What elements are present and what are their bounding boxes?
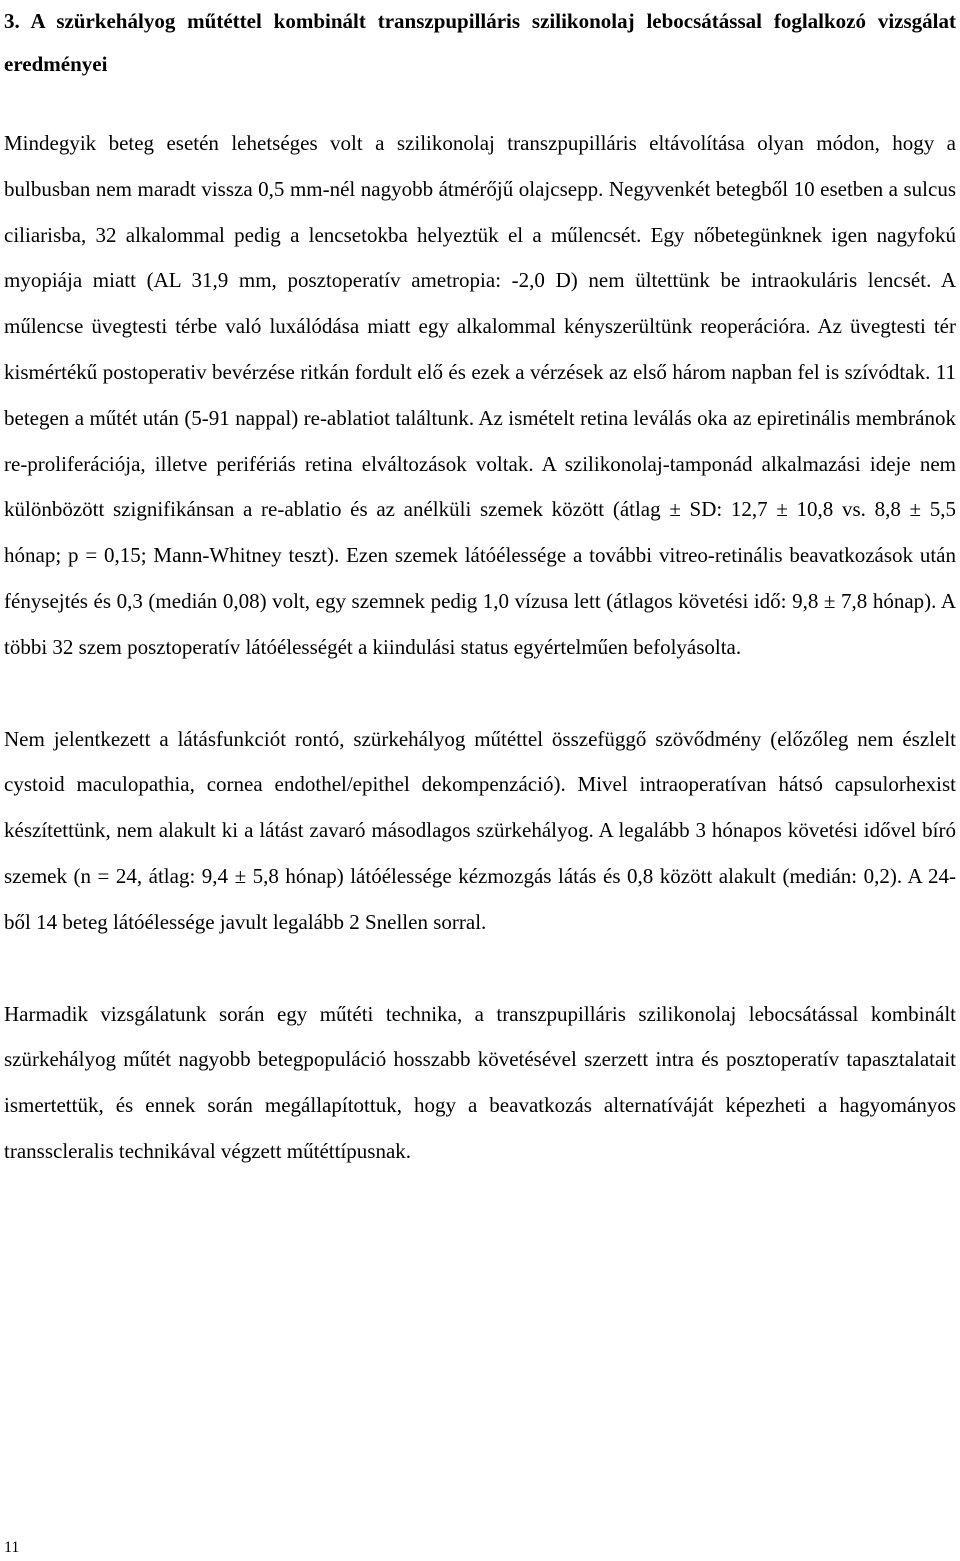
document-page xyxy=(4,0,956,1175)
paragraph-results: Mindegyik beteg esetén lehetséges volt a szilikonolaj transzpupilláris eltávolítása olyan módon, hogy a bulbusban nem maradt vissza 0,5 mm-nél nagyobb átmérőjű olajcsepp. Negyvenkét betegből 10 esetben a sulcus ciliarisba, 32 alkalommal pedig a lencsetokba helyeztük el a műlencsét. Egy nőbetegünknek igen nagyfokú myopiája miatt (AL 31,9 mm, posztoperatív ametropia: -2,0 D) nem ültettünk be intraokuláris lencsét. A műlencse üvegtesti térbe való luxálódása miatt egy alkalommal kényszerültünk reoperációra. Az üvegtesti tér kismértékű postoperativ bevérzése ritkán fordult elő és ezek a vérzések az első három napban fel is szívódtak. 11 betegen a műtét után (5-91 nappal) re-ablatiot találtunk. Az ismételt retina leválás oka az epiretinális membránok re-proliferációja, illetve perifériás retina elváltozások voltak. A szilikonolaj-tamponád alkalmazási ideje nem különbözött szignifikánsan a re-ablatio és az anélküli szemek között (átlag ± SD: 12,7 ± 10,8 vs. 8,8 ± 5,5 hónap; p = 0,15; Mann-Whitney teszt). Ezen szemek látóélessége a további vitreo-retinális beavatkozások után fénysejtés és 0,3 (medián 0,08) volt, egy szemnek pedig 1,0 vízusa lett (átlagos követési idő: 9,8 ± 7,8 hónap). A többi 32 szem posztoperatív látóélességét a kiindulási status egyértelműen befolyásolta. xyxy=(4,131,956,659)
paragraph-conclusion: Harmadik vizsgálatunk során egy műtéti technika, a transzpupilláris szilikonolaj lebocsátással kombinált szürkehályog műtét nagyobb betegpopuláció hosszabb követésével szerzett intra és posztoperatív tapasztalatait ismertettük, és ennek során megállapítottuk, hogy a beavatkozás alternatíváját képezheti a hagyományos transscleralis technikával végzett műtéttípusnak. xyxy=(4,1001,956,1163)
paragraph-complications: Nem jelentkezett a látásfunkciót rontó, szürkehályog műtéttel összefüggő szövődmény (előzőleg nem észlelt cystoid maculopathia, cornea endothel/epithel dekompenzáció). Mivel intraoperatívan hátsó capsulorhexist készítettünk, nem alakult ki a látást zavaró másodlagos szürkehályog. A legalább 3 hónapos követési idővel bíró szemek (n = 24, átlag: 9,4 ± 5,8 hónap) látóélessége kézmozgás látás és 0,8 között alakult (medián: 0,2). A 24-ből 14 beteg látóélessége javult legalább 2 Snellen sorral. xyxy=(4,726,956,934)
page-number: 11 xyxy=(4,1539,20,1556)
section-heading: 3. A szürkehályog műtéttel kombinált transzpupilláris szilikonolaj lebocsátással foglalkozó vizsgálat eredményei xyxy=(4,9,956,76)
